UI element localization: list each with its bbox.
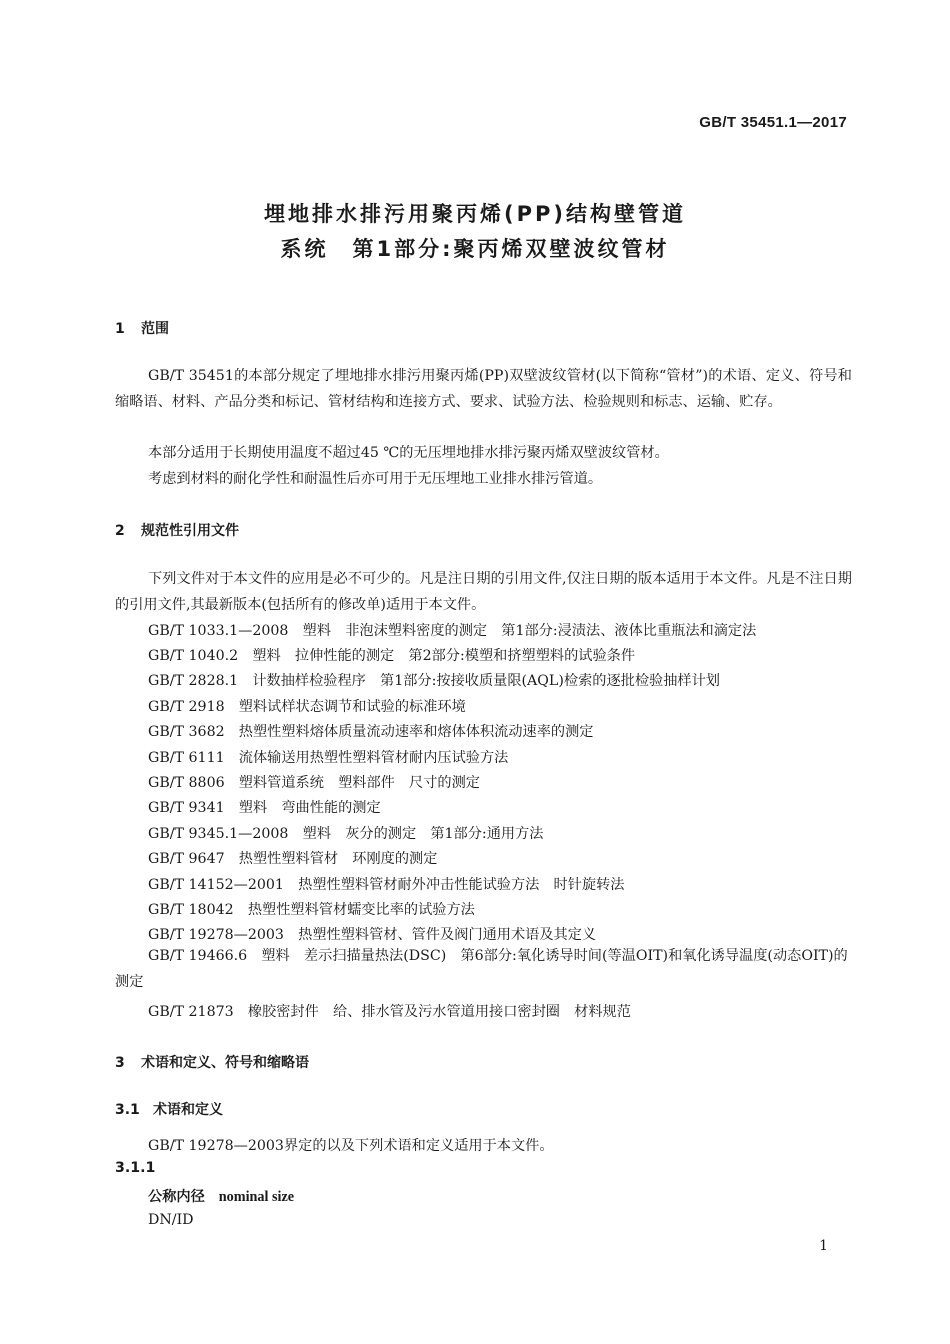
reference-item: GB/T 21873 橡胶密封件 给、排水管及污水管道用接口密封圈 材料规范 [148,1004,631,1020]
section-number: 3 [115,1055,125,1071]
section-1-heading [115,318,169,338]
section-title: 范围 [141,321,169,337]
reference-item: GB/T 14152—2001 热塑性塑料管材耐外冲击性能试验方法 时针旋转法 [148,877,625,893]
scope-paragraph-3: 考虑到材料的耐化学性和耐温性后亦可用于无压埋地工业排水排污管道。 [148,471,603,487]
reference-item: GB/T 2918 塑料试样状态调节和试验的标准环境 [148,699,466,715]
section-title: 术语和定义、符号和缩略语 [141,1055,309,1071]
reference-item: GB/T 8806 塑料管道系统 塑料部件 尺寸的测定 [148,775,480,791]
page-number: 1 [819,1238,828,1254]
standard-number: GB/T 35451.1—2017 [699,114,847,131]
scope-paragraph-2: 本部分适用于长期使用温度不超过45 ℃的无压埋地排水排污聚丙烯双壁波纹管材。 [148,445,669,461]
section-number: 2 [115,523,125,539]
reference-item: GB/T 2828.1 计数抽样检验程序 第1部分:按接收质量限(AQL)检索的逐批检验抽样计划 [148,673,720,689]
reference-item: GB/T 1033.1—2008 塑料 非泡沫塑料密度的测定 第1部分:浸渍法、液体比重瓶法和滴定法 [148,623,757,639]
section-title: 规范性引用文件 [141,523,239,539]
reference-item-long: GB/T 19466.6 塑料 差示扫描量热法(DSC) 第6部分:氧化诱导时间(等温OIT)和氧化诱导温度(动态OIT)的测定 [115,948,848,990]
term-chinese: 公称内径 [148,1189,205,1205]
subsection-3-1-heading [115,1099,223,1119]
term-english: nominal size [218,1189,295,1205]
reference-item: GB/T 9345.1—2008 塑料 灰分的测定 第1部分:通用方法 [148,826,544,842]
term-number: 3.1.1 [115,1160,156,1176]
section-3-heading [115,1052,309,1072]
reference-item: GB/T 9341 塑料 弯曲性能的测定 [148,800,381,816]
subsection-title: 术语和定义 [153,1102,223,1118]
references-intro: 下列文件对于本文件的应用是必不可少的。凡是注日期的引用文件,仅注日期的版本适用于本文件。凡是不注日期的引用文件,其最新版本(包括所有的修改单)适用于本文件。 [115,571,852,613]
term-entry [148,1186,294,1206]
subsection-text: GB/T 19278—2003界定的以及下列术语和定义适用于本文件。 [148,1138,554,1154]
section-number: 1 [115,321,125,337]
section-2-heading [115,520,239,540]
term-abbreviation: DN/ID [148,1212,194,1228]
document-title-line2: 系统 第1部分:聚丙烯双壁波纹管材 [280,237,670,261]
reference-item: GB/T 18042 热塑性塑料管材蠕变比率的试验方法 [148,902,475,918]
subsection-number: 3.1 [115,1102,140,1118]
document-title-line1: 埋地排水排污用聚丙烯(PP)结构壁管道 [264,202,686,226]
scope-paragraph-1: GB/T 35451的本部分规定了埋地排水排污用聚丙烯(PP)双壁波纹管材(以下简称“管材”)的术语、定义、符号和缩略语、材料、产品分类和标记、管材结构和连接方式、要求、试验方法、检验规则和标志、运输、贮存。 [115,368,852,410]
reference-item: GB/T 3682 热塑性塑料熔体质量流动速率和熔体体积流动速率的测定 [148,724,594,740]
reference-item: GB/T 19278—2003 热塑性塑料管材、管件及阀门通用术语及其定义 [148,927,597,943]
reference-item: GB/T 9647 热塑性塑料管材 环刚度的测定 [148,851,438,867]
reference-item: GB/T 1040.2 塑料 拉伸性能的测定 第2部分:模塑和挤塑塑料的试验条件 [148,648,636,664]
reference-item: GB/T 6111 流体输送用热塑性塑料管材耐内压试验方法 [148,750,509,766]
